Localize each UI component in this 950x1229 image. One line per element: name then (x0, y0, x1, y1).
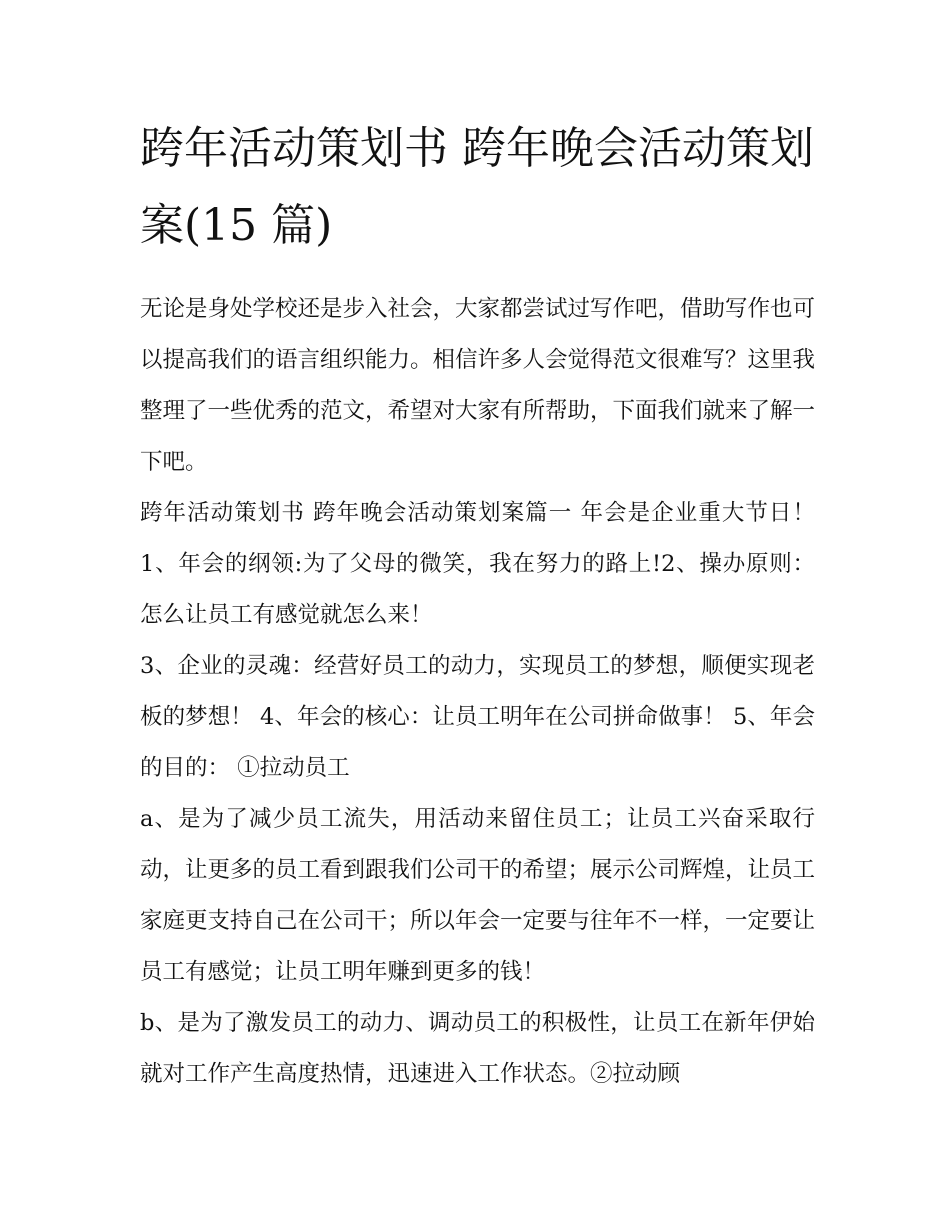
document-content (140, 110, 815, 1100)
paragraph-points: 3、企业的灵魂：经营好员工的动力，实现员工的梦想，顺便实现老板的梦想！ 4、年会的核心：让员工明年在公司拼命做事！ 5、年会的目的： ①拉动员工 (140, 653, 815, 781)
paragraph-part-one: 跨年活动策划书 跨年晚会活动策划案篇一 年会是企业重大节日！ 1、年会的纲领:为了父母的微笑，我在努力的路上!2、操办原则：怎么让员工有感觉就怎么来！ (140, 500, 815, 628)
paragraph-intro: 无论是身处学校还是步入社会，大家都尝试过写作吧，借助写作也可以提高我们的语言组织能力。相信许多人会觉得范文很难写？这里我整理了一些优秀的范文，希望对大家有所帮助，下面我们就来了解一下吧。 (140, 296, 816, 475)
paragraph-a: a、是为了减少员工流失，用活动来留住员工；让员工兴奋采取行动，让更多的员工看到跟我们公司干的希望；展示公司辉煌，让员工家庭更支持自己在公司干；所以年会一定要与往年不一样，一定要让员工有感觉；让员工明年赚到更多的钱！ (140, 806, 816, 985)
paragraph-b: b、是为了激发员工的动力、调动员工的积极性，让员工在新年伊始就对工作产生高度热情，迅速进入工作状态。②拉动顾 (140, 1010, 815, 1087)
document-title: 跨年活动策划书 跨年晚会活动策划案(15 篇) (140, 123, 814, 251)
